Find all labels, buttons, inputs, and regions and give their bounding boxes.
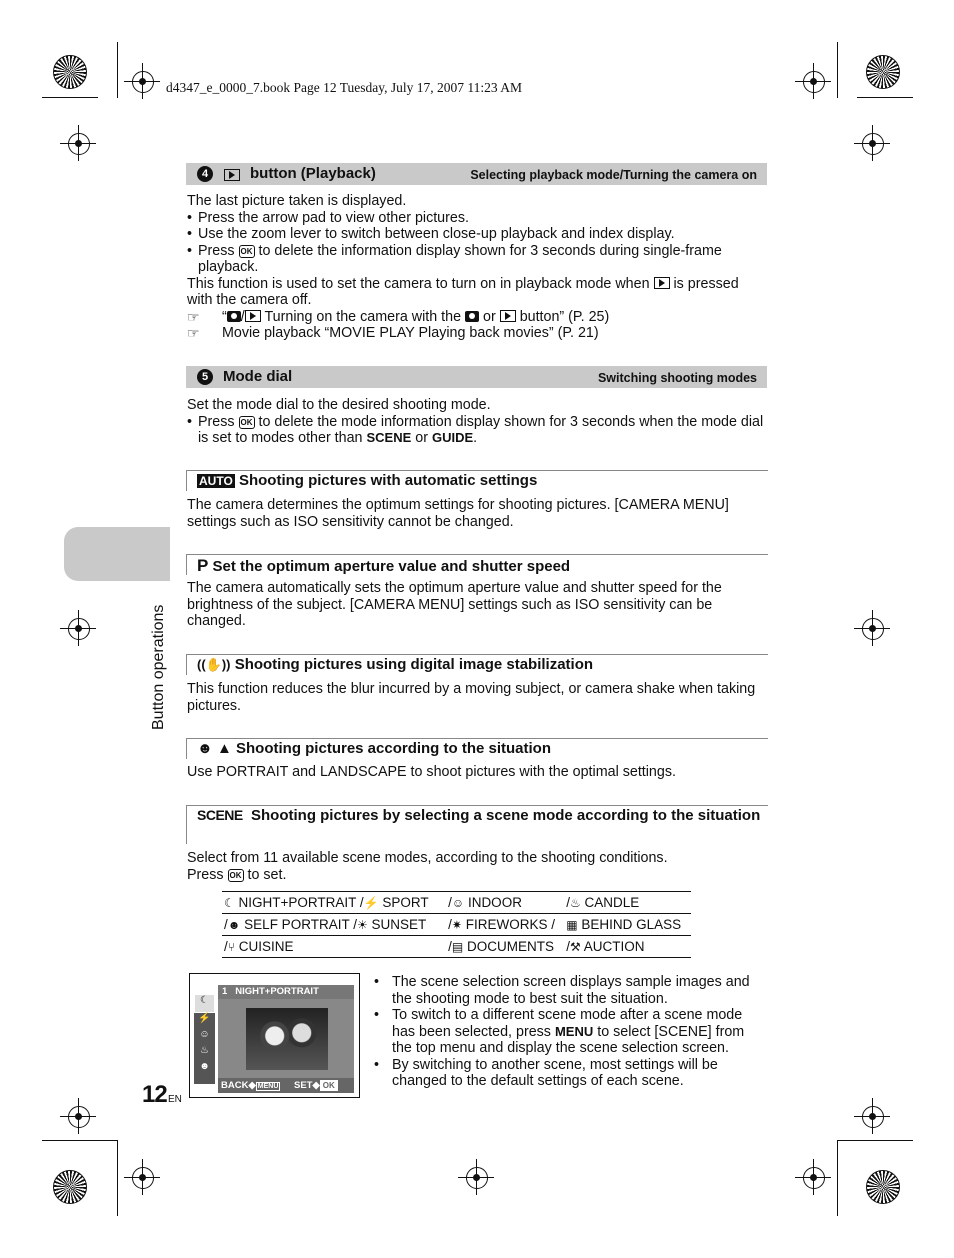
menu-button-icon: MENU: [554, 1023, 594, 1039]
self-portrait-icon: ☻: [199, 1061, 210, 1072]
table-cell: /☺ INDOOR: [446, 892, 564, 914]
section-title: button (Playback): [250, 165, 376, 182]
table-cell: ▦ BEHIND GLASS: [564, 914, 691, 936]
list-item: • By switching to another scene, most settings will be changed to the default settings of each scene.: [374, 1056, 718, 1089]
list-item: • Press OK to delete the information display shown for 3 seconds during single-frame playback.: [187, 242, 722, 275]
situation-body: Use PORTRAIT and LANDSCAPE to shoot pictures with the optimal settings.: [187, 764, 676, 780]
crop-mark: [117, 1140, 118, 1216]
registration-target-icon: [803, 1167, 825, 1189]
scene-notes: [374, 974, 766, 1090]
sample-photo: [246, 1008, 328, 1070]
list-item: • The scene selection screen displays sample images and the shooting mode to best suit the situation.: [374, 974, 750, 1007]
auto-body: The camera determines the optimum settings for shooting pictures. [CAMERA MENU] settings such as ISO sensitivity cannot be changed.: [187, 497, 729, 530]
candle-icon: ♨: [200, 1045, 209, 1056]
sport-icon: ⚡: [198, 1013, 211, 1024]
table-cell: ☾ NIGHT+PORTRAIT /⚡ SPORT: [222, 892, 446, 914]
table-row: [222, 892, 691, 914]
playback-icon: [654, 277, 670, 289]
playback-icon: [224, 167, 240, 185]
section-number: 4: [197, 166, 213, 182]
section-bar-mode-dial: [186, 366, 767, 388]
side-tab-label: Button operations: [150, 604, 167, 730]
night-portrait-icon: ☾: [194, 994, 215, 1013]
table-row: [222, 914, 691, 936]
registration-target-icon: [862, 133, 884, 155]
table-cell: /▤ DOCUMENTS: [446, 936, 564, 958]
registration-target-icon: [68, 133, 90, 155]
scene-modes-table: [222, 891, 691, 958]
registration-wheel-icon: [53, 55, 87, 89]
section-title: Mode dial: [223, 368, 293, 385]
pointing-hand-icon: ☞: [187, 325, 200, 341]
registration-target-icon: [803, 71, 825, 93]
crop-mark: [837, 42, 838, 98]
section-subtitle: Switching shooting modes: [597, 371, 757, 385]
night-portrait-icon: ☾: [224, 896, 235, 910]
language-code: EN: [168, 1094, 182, 1105]
guide-icon: GUIDE: [431, 430, 474, 445]
lcd-preview-area: [218, 999, 354, 1084]
crop-mark: [837, 1140, 838, 1216]
table-cell: /⑂ CUISINE: [222, 936, 446, 958]
documents-icon: ▤: [451, 940, 464, 954]
lcd-footer: BACK◆ MENU SET◆ OK: [218, 1078, 354, 1093]
pointing-hand-icon: ☞: [187, 308, 200, 325]
indoor-icon: ☺: [451, 896, 465, 910]
section4-body: [187, 193, 767, 342]
list-item: • Press the arrow pad to view other pictures.: [187, 209, 469, 226]
scene-mode-icon: SCENE: [197, 807, 243, 823]
scene-body: [187, 850, 762, 883]
table-cell: /✷ FIREWORKS /: [446, 914, 564, 936]
hand-shake-icon: ((✋)): [197, 657, 231, 672]
crop-mark: [42, 97, 98, 98]
subsection-title: ☻ ▲ Shooting pictures according to the situation: [197, 740, 552, 757]
sunset-icon: ☀: [356, 918, 368, 932]
section-subtitle: Selecting playback mode/Turning the camera on: [470, 168, 757, 182]
crop-mark: [117, 42, 118, 98]
list-item: • Press OK to delete the mode information display shown for 3 seconds when the mode dial is set to modes other than SCENE or GUIDE.: [187, 413, 764, 446]
ok-button-icon: OK: [240, 417, 253, 427]
subsection-scene: [186, 805, 768, 844]
subsection-title: P Set the optimum aperture value and shutter speed: [197, 556, 571, 575]
registration-target-icon: [68, 1106, 90, 1128]
registration-target-icon: [466, 1167, 488, 1189]
registration-wheel-icon: [866, 1170, 900, 1204]
paragraph: Press OK to set.: [187, 866, 287, 883]
table-cell: /⚒ AUCTION: [564, 936, 691, 958]
scene-icon: SCENE: [366, 430, 412, 445]
auction-icon: ⚒: [569, 940, 581, 954]
subsection-program: [186, 554, 768, 575]
registration-wheel-icon: [866, 55, 900, 89]
ok-button-icon: OK: [240, 246, 253, 256]
subsection-situation: [186, 738, 768, 759]
side-tab: [64, 527, 170, 581]
registration-target-icon: [132, 71, 154, 93]
cuisine-icon: ⑂: [227, 940, 235, 954]
portrait-icon: ☻: [197, 740, 213, 757]
lcd-scene-menu: [194, 994, 215, 1084]
registration-wheel-icon: [53, 1170, 87, 1204]
subsection-title: Shooting pictures by selecting a scene mode according to the situation: [251, 807, 761, 824]
auto-mode-icon: AUTO: [199, 474, 233, 488]
playback-icon: [245, 310, 261, 322]
camera-icon: [465, 311, 479, 322]
crop-mark: [837, 1140, 913, 1141]
paragraph: This function is used to set the camera to turn on in playback mode when is pressed with the camera off.: [187, 275, 739, 308]
subsection-title: ((✋)) Shooting pictures using digital image stabilization: [197, 656, 594, 673]
crop-mark: [42, 1140, 118, 1141]
program-body: The camera automatically sets the optimum aperture value and shutter speed for the brightness of the subject. [CAMERA MENU] settings such as ISO sensitivity can be changed.: [187, 580, 722, 629]
reference-line: ☞ Movie playback “MOVIE PLAY Playing back movies” (P. 21): [187, 325, 599, 341]
table-cell: /♨ CANDLE: [564, 892, 691, 914]
lcd-title-bar: 1 NIGHT+PORTRAIT: [218, 985, 354, 999]
sport-icon: ⚡: [363, 896, 379, 910]
dis-body: This function reduces the blur incurred by a moving subject, or camera shake when taking pictures.: [187, 681, 756, 714]
reference-line: ☞ “ / Turning on the camera with the or button” (P. 25): [187, 308, 610, 325]
registration-target-icon: [132, 1167, 154, 1189]
registration-target-icon: [68, 618, 90, 640]
program-mode-icon: P: [197, 556, 209, 575]
self-portrait-icon: ☻: [227, 918, 241, 932]
section-number: 5: [197, 369, 213, 385]
indoor-icon: ☺: [199, 1029, 210, 1040]
crop-mark: [857, 97, 913, 98]
subsection-title: AUTO Shooting pictures with automatic settings: [199, 472, 538, 489]
subsection-auto: [186, 470, 768, 491]
paragraph: Set the mode dial to the desired shooting mode.: [187, 397, 491, 413]
list-item: • Use the zoom lever to switch between close-up playback and index display.: [187, 226, 675, 242]
paragraph: The last picture taken is displayed.: [187, 193, 407, 209]
table-row: [222, 936, 691, 958]
page-number: 12: [142, 1081, 167, 1108]
table-cell: /☻ SELF PORTRAIT /☀ SUNSET: [222, 914, 446, 936]
candle-icon: ♨: [569, 896, 581, 910]
registration-target-icon: [862, 618, 884, 640]
subsection-dis: [186, 654, 768, 675]
camera-icon: [227, 311, 241, 322]
paragraph: Select from 11 available scene modes, according to the shooting conditions.: [187, 850, 668, 866]
behind-glass-icon: ▦: [566, 918, 578, 932]
list-item: • To switch to a different scene mode after a scene mode has been selected, press MENU to select [SCENE] from the top menu and display the scene selection screen.: [374, 1007, 745, 1056]
section5-body: [187, 397, 767, 447]
scene-selection-screen-illustration: [189, 973, 360, 1098]
landscape-icon: ▲: [216, 740, 232, 757]
section-bar-playback: [186, 163, 767, 185]
playback-icon: [500, 310, 516, 322]
fireworks-icon: ✷: [451, 918, 462, 932]
print-header: d4347_e_0000_7.book Page 12 Tuesday, July 17, 2007 11:23 AM: [166, 80, 523, 95]
registration-target-icon: [862, 1106, 884, 1128]
ok-button-icon: OK: [229, 870, 242, 880]
